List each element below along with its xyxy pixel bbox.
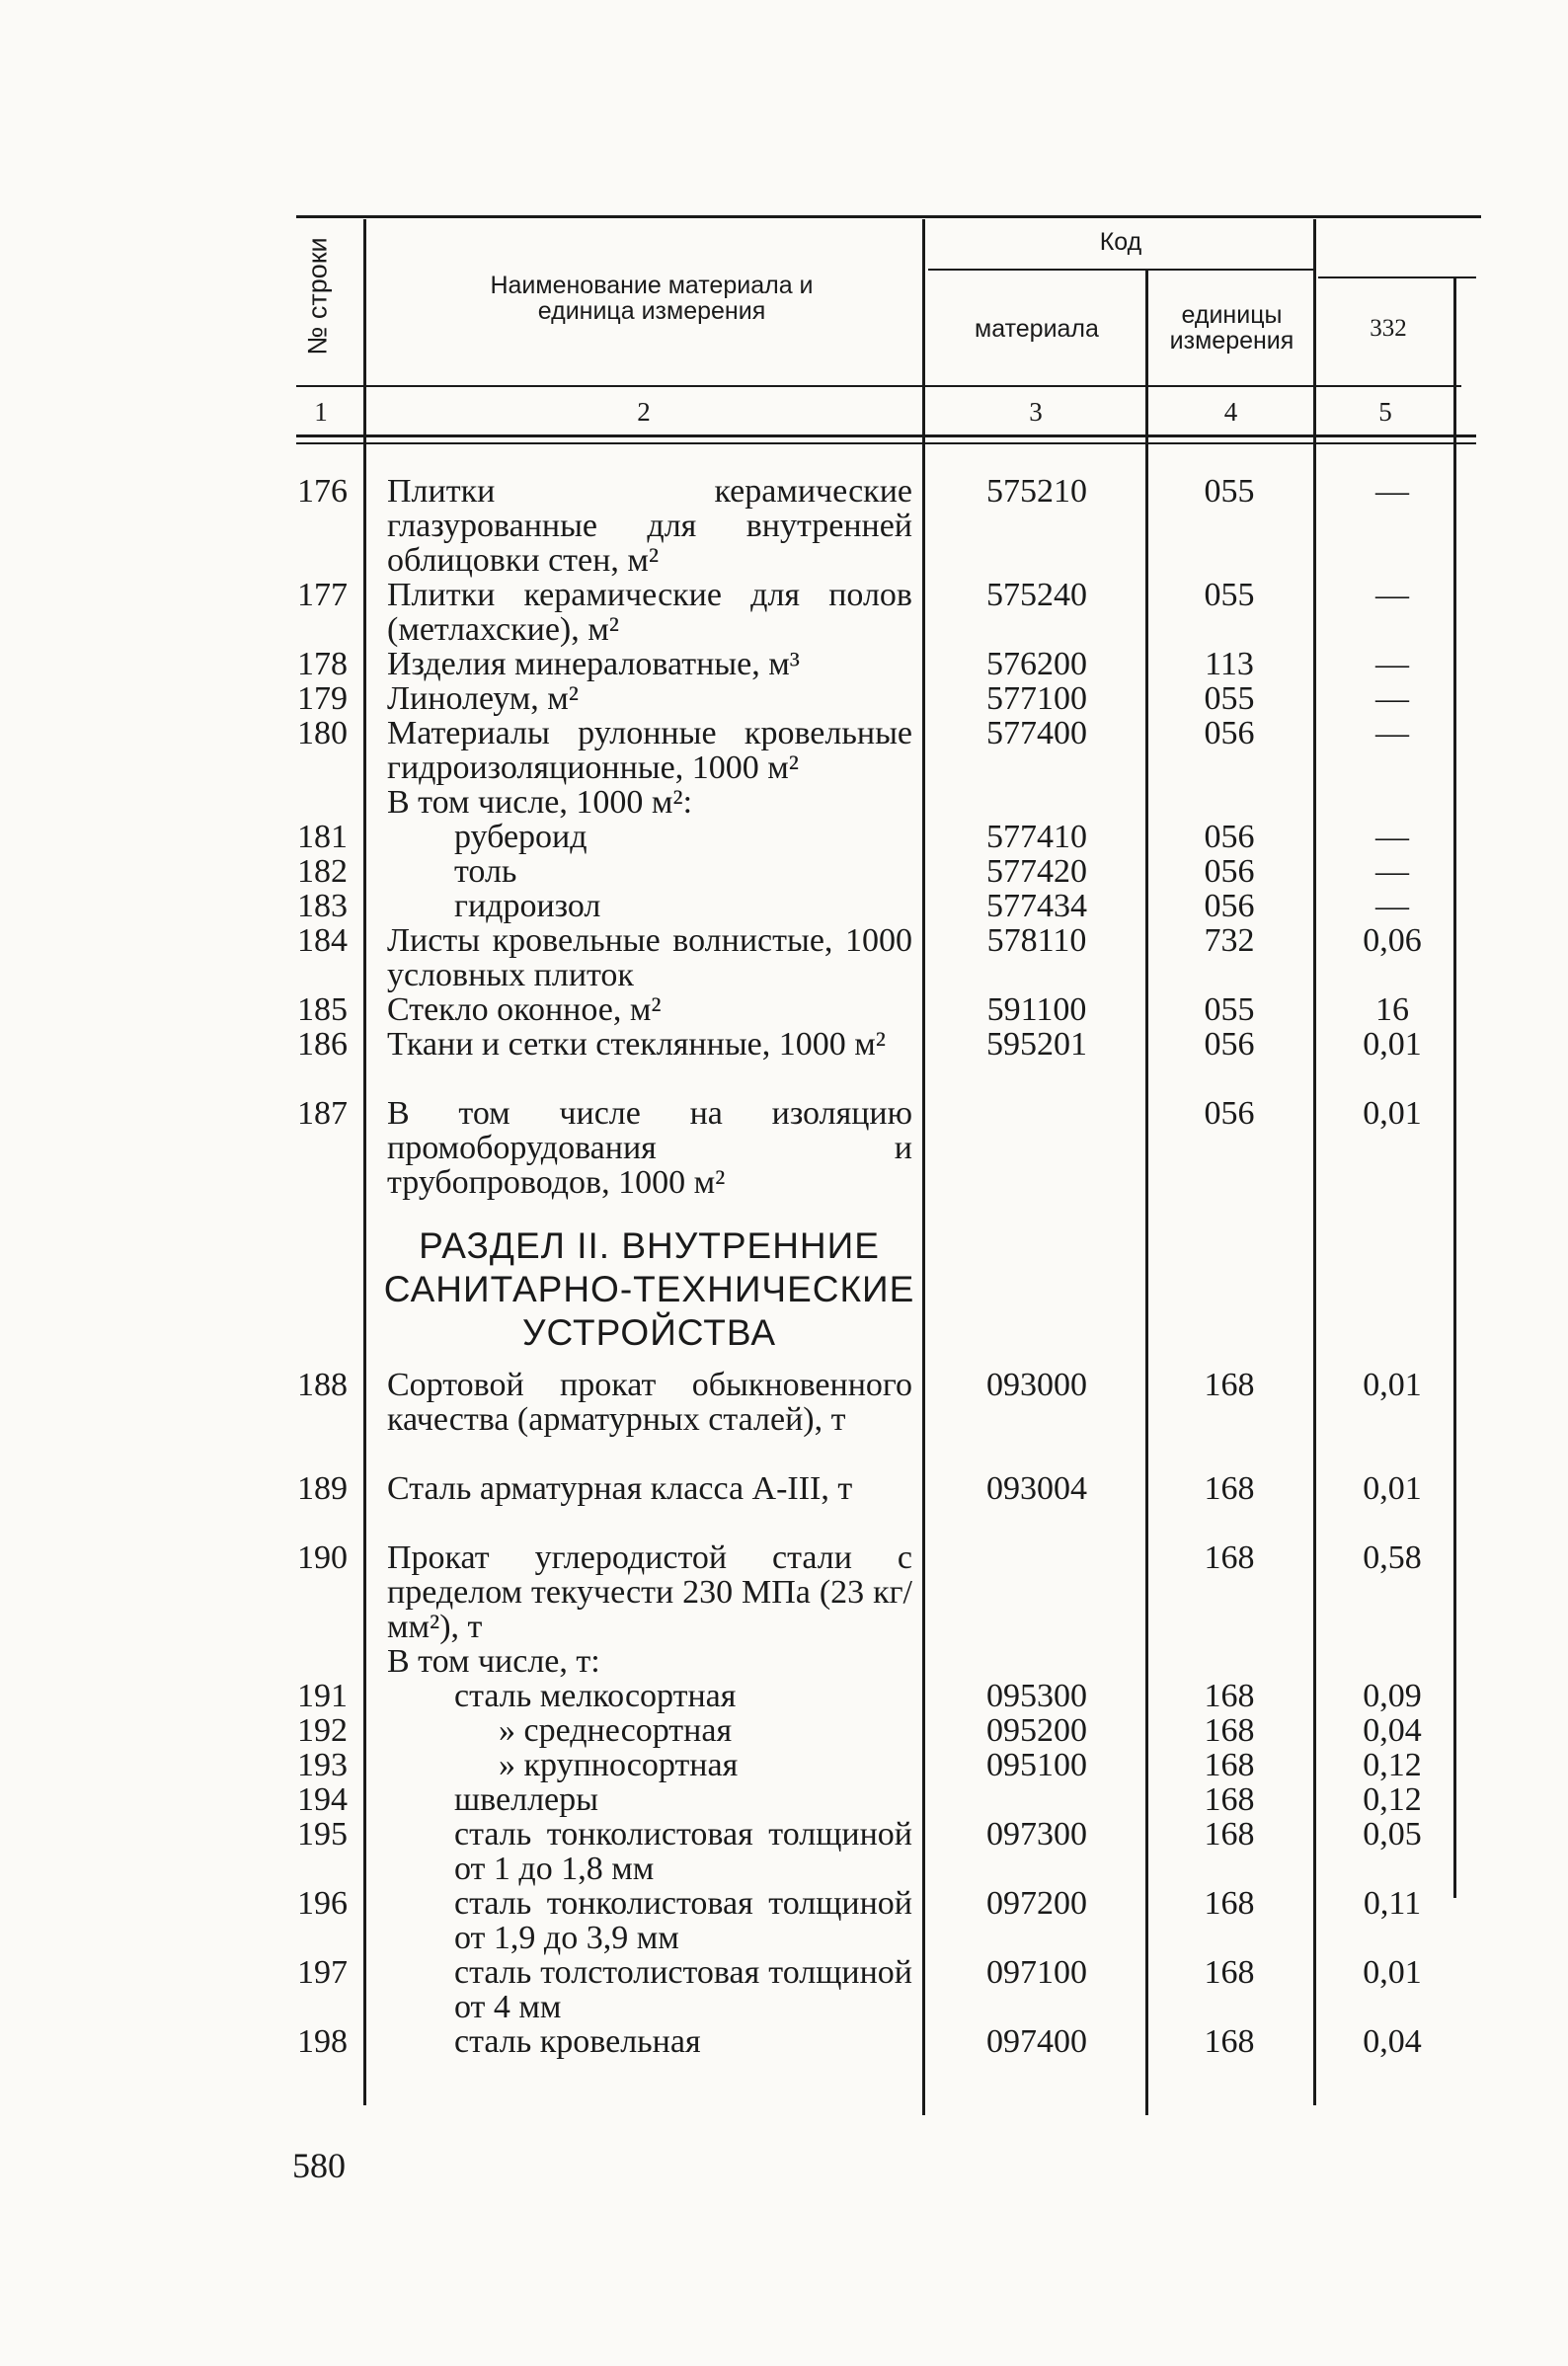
row-188-name: Сортовой прокат обыкновенного качества (арматурных сталей), т <box>387 1367 912 1438</box>
row-192-name: » среднесортная <box>499 1712 733 1749</box>
row-198-name: сталь кровельная <box>454 2023 701 2060</box>
col5-header-rule <box>1318 276 1476 278</box>
row-196-unit-code: 168 <box>1204 1885 1255 1922</box>
row-180-unit-code: 056 <box>1204 715 1255 751</box>
row-180-material-code: 577400 <box>986 715 1087 751</box>
row-186-name: Ткани и сетки стеклянные, 1000 м² <box>387 1026 886 1063</box>
row-186-num: 186 <box>297 1026 348 1063</box>
row-183-unit-code: 056 <box>1204 888 1255 924</box>
row-196-value: 0,11 <box>1363 1885 1422 1922</box>
row-196-material-code: 097200 <box>986 1885 1087 1922</box>
row-179-name: Линолеум, м² <box>387 680 579 717</box>
row-188-material-code: 093000 <box>986 1367 1087 1403</box>
row-178-name: Изделия минераловатные, м³ <box>387 646 800 682</box>
row-176-unit-code: 055 <box>1204 473 1255 510</box>
row-194-name: швеллеры <box>454 1781 598 1818</box>
col-divider-4 <box>1313 219 1316 2105</box>
row-185-name: Стекло оконное, м² <box>387 991 662 1028</box>
row-178-value: — <box>1375 646 1409 682</box>
row-191-num: 191 <box>297 1678 348 1714</box>
row-188-num: 188 <box>297 1367 348 1403</box>
table-top-rule <box>296 215 1481 218</box>
row-176-value: — <box>1375 473 1409 510</box>
row-179-material-code: 577100 <box>986 680 1087 717</box>
header-col5: 332 <box>1370 315 1407 342</box>
row-180-num: 180 <box>297 715 348 751</box>
code-group-rule <box>928 269 1313 271</box>
row-185-num: 185 <box>297 991 348 1028</box>
row-182-name: толь <box>454 853 517 890</box>
row-179-value: — <box>1375 680 1409 717</box>
row-185-value: 16 <box>1375 991 1409 1028</box>
row-190-name: Прокат углеродистой стали с пределом текучести 230 МПа (23 кг/мм²), т <box>387 1539 912 1645</box>
row-193-material-code: 095100 <box>986 1747 1087 1783</box>
row-189-value: 0,01 <box>1363 1470 1422 1507</box>
row-192-num: 192 <box>297 1712 348 1749</box>
row-193-unit-code: 168 <box>1204 1747 1255 1783</box>
row-195-unit-code: 168 <box>1204 1816 1255 1853</box>
header-material-name: Наименование материала и единица измерения <box>490 272 814 326</box>
row-198-num: 198 <box>297 2023 348 2060</box>
col-divider-5 <box>1453 278 1456 1898</box>
row-194-num: 194 <box>297 1781 348 1818</box>
col-divider-1 <box>363 219 366 2105</box>
row-196-num: 196 <box>297 1885 348 1922</box>
row-198-value: 0,04 <box>1363 2023 1422 2060</box>
row-193-value: 0,12 <box>1363 1747 1422 1783</box>
col-divider-2 <box>922 219 925 2115</box>
row-181-name: рубероид <box>454 819 588 855</box>
row-197-name: сталь толстолистовая толщиной от 4 мм <box>454 1954 912 2025</box>
row-183-num: 183 <box>297 888 348 924</box>
row-198-unit-code: 168 <box>1204 2023 1255 2060</box>
row-176-num: 176 <box>297 473 348 510</box>
colnum-2: 2 <box>637 397 651 427</box>
row-181-unit-code: 056 <box>1204 819 1255 855</box>
colnum-4: 4 <box>1223 397 1238 427</box>
row-186-unit-code: 056 <box>1204 1026 1255 1063</box>
row-178-num: 178 <box>297 646 348 682</box>
page-number: 580 <box>292 2146 346 2185</box>
row-195-value: 0,05 <box>1363 1816 1422 1853</box>
row-195-material-code: 097300 <box>986 1816 1087 1853</box>
row-189-material-code: 093004 <box>986 1470 1087 1507</box>
row-187-value: 0,01 <box>1363 1095 1422 1132</box>
row-180-value: — <box>1375 715 1409 751</box>
row-183-value: — <box>1375 888 1409 924</box>
row-182-unit-code: 056 <box>1204 853 1255 890</box>
row-177-value: — <box>1375 577 1409 613</box>
row-191-value: 0,09 <box>1363 1678 1422 1714</box>
header-unit-code: единицы измерения <box>1169 301 1294 355</box>
row-198-material-code: 097400 <box>986 2023 1087 2060</box>
row-185-unit-code: 055 <box>1204 991 1255 1028</box>
row-193-num: 193 <box>297 1747 348 1783</box>
row-197-num: 197 <box>297 1954 348 1991</box>
header-bottom-rule <box>296 385 1461 387</box>
header-code-group: Код <box>1099 228 1142 256</box>
row-185-material-code: 591100 <box>986 991 1087 1028</box>
row-190-num: 190 <box>297 1539 348 1576</box>
row-187-unit-code: 056 <box>1204 1095 1255 1132</box>
header-row-number: № строки <box>302 237 333 355</box>
row-184-name: Листы кровельные волнистые, 1000 условных плиток <box>387 922 912 993</box>
row-181-material-code: 577410 <box>986 819 1087 855</box>
row-191-name: сталь мелкосортная <box>454 1678 737 1714</box>
row-192-material-code: 095200 <box>986 1712 1087 1749</box>
row-186-value: 0,01 <box>1363 1026 1422 1063</box>
row-191-unit-code: 168 <box>1204 1678 1255 1714</box>
row-190-value: 0,58 <box>1363 1539 1422 1576</box>
row-189-name: Сталь арматурная класса А-III, т <box>387 1470 853 1507</box>
row-197-unit-code: 168 <box>1204 1954 1255 1991</box>
colnum-5: 5 <box>1378 397 1392 427</box>
row-181-value: — <box>1375 819 1409 855</box>
row-182-value: — <box>1375 853 1409 890</box>
row-182-num: 182 <box>297 853 348 890</box>
row-180-name: Материалы рулонные кровельные гидроизоляционные, 1000 м² <box>387 715 912 786</box>
row-178-unit-code: 113 <box>1205 646 1254 682</box>
section-heading: РАЗДЕЛ II. ВНУТРЕННИЕ САНИТАРНО-ТЕХНИЧЕСКИЕ УСТРОЙСТВА <box>383 1225 915 1353</box>
row-197-material-code: 097100 <box>986 1954 1087 1991</box>
row-179-num: 179 <box>297 680 348 717</box>
row-179-unit-code: 055 <box>1204 680 1255 717</box>
row-184-unit-code: 732 <box>1204 922 1255 959</box>
row-188-value: 0,01 <box>1363 1367 1422 1403</box>
row-194-value: 0,12 <box>1363 1781 1422 1818</box>
row-195-num: 195 <box>297 1816 348 1853</box>
row-177-material-code: 575240 <box>986 577 1087 613</box>
row-183-material-code: 577434 <box>986 888 1087 924</box>
row-178-material-code: 576200 <box>986 646 1087 682</box>
row-187-name: В том числе на изоляцию промоборудования и трубопроводов, 1000 м² <box>387 1095 912 1201</box>
row-195-name: сталь тонколистовая толщиной от 1 до 1,8 мм <box>454 1816 912 1887</box>
row-176-material-code: 575210 <box>986 473 1087 510</box>
row-191-material-code: 095300 <box>986 1678 1087 1714</box>
row-184-material-code: 578110 <box>986 922 1087 959</box>
row-184-num: 184 <box>297 922 348 959</box>
row-181-num: 181 <box>297 819 348 855</box>
row-192-unit-code: 168 <box>1204 1712 1255 1749</box>
row-177-name: Плитки керамические для полов (метлахские), м² <box>387 577 912 648</box>
colnum-3: 3 <box>1029 397 1043 427</box>
row-184-value: 0,06 <box>1363 922 1422 959</box>
row-187-num: 187 <box>297 1095 348 1132</box>
row-177-num: 177 <box>297 577 348 613</box>
colnum-bottom-rule <box>296 434 1476 437</box>
row-188-unit-code: 168 <box>1204 1367 1255 1403</box>
row-182-material-code: 577420 <box>986 853 1087 890</box>
colnum-bottom-rule-2 <box>296 442 1476 444</box>
row-189-unit-code: 168 <box>1204 1470 1255 1507</box>
row-192-value: 0,04 <box>1363 1712 1422 1749</box>
row-186-material-code: 595201 <box>986 1026 1087 1063</box>
row-196-name: сталь тонколистовая толщиной от 1,9 до 3,9 мм <box>454 1885 912 1956</box>
row-183-name: гидроизол <box>454 888 601 924</box>
subheading-including-t: В том числе, т: <box>387 1643 600 1680</box>
subheading-including-1000m2: В том числе, 1000 м²: <box>387 784 693 821</box>
row-194-unit-code: 168 <box>1204 1781 1255 1818</box>
header-material-code: материала <box>975 315 1099 343</box>
colnum-1: 1 <box>314 397 328 427</box>
row-176-name: Плитки керамические глазурованные для внутренней облицовки стен, м² <box>387 473 912 579</box>
row-197-value: 0,01 <box>1363 1954 1422 1991</box>
row-193-name: » крупносортная <box>499 1747 739 1783</box>
row-189-num: 189 <box>297 1470 348 1507</box>
row-190-unit-code: 168 <box>1204 1539 1255 1576</box>
row-177-unit-code: 055 <box>1204 577 1255 613</box>
